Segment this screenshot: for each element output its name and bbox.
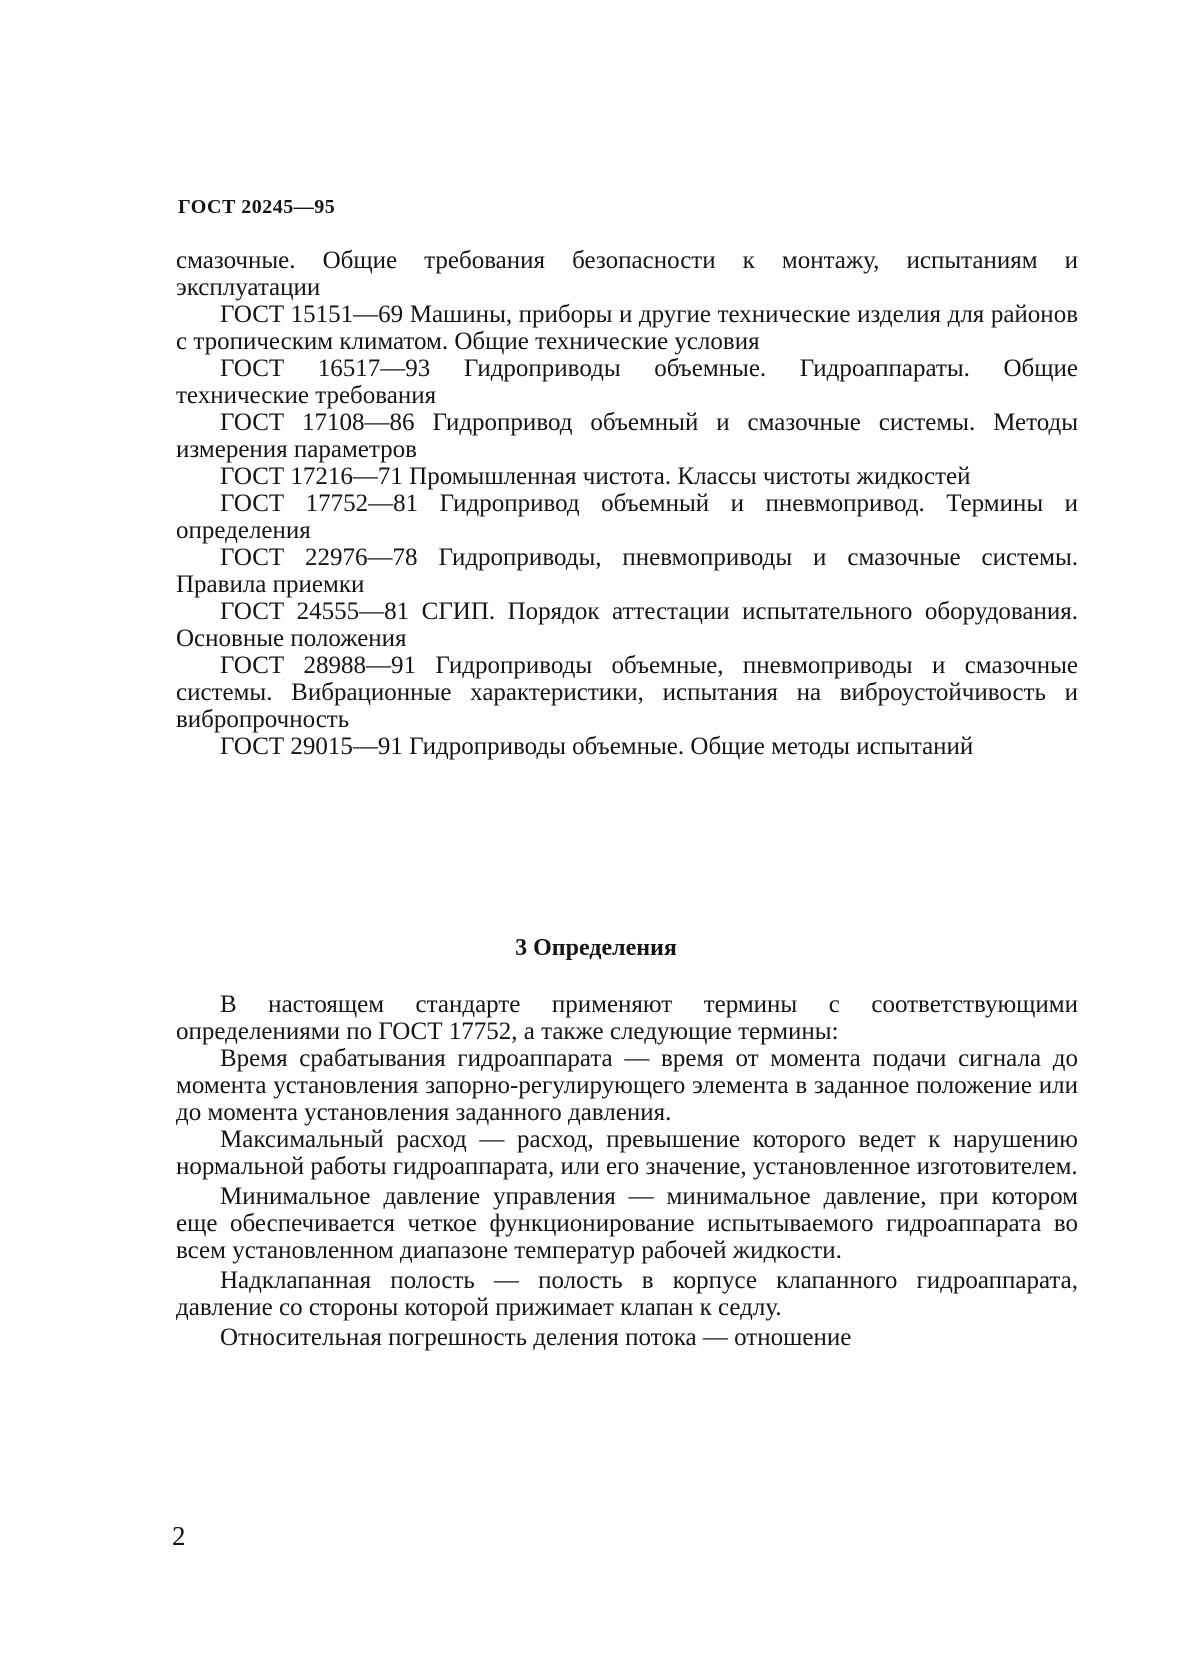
definition-item: Надклапанная полость — полость в корпусе клапанного гидроаппарата, давление со стороны которой прижимает клапан к седлу. (176, 1267, 1078, 1321)
reference-item: ГОСТ 28988—91 Гидроприводы объемные, пневмоприводы и смазочные системы. Вибрационные характеристики, испытания на виброустойчивость и вибропрочность (176, 652, 1078, 733)
section-title: 3 Определения (515, 935, 677, 961)
reference-item: ГОСТ 17108—86 Гидропривод объемный и смазочные системы. Методы измерения параметров (176, 409, 1078, 463)
reference-item: ГОСТ 29015—91 Гидроприводы объемные. Общие методы испытаний (220, 733, 974, 760)
definition-item: Максимальный расход — расход, превышение которого ведет к нарушению нормальной работы гидроаппарата, или его значение, установленное изготовителем. (176, 1126, 1078, 1180)
reference-item: ГОСТ 17752—81 Гидропривод объемный и пневмопривод. Термины и определения (176, 490, 1078, 544)
document-header: ГОСТ 20245—95 (178, 196, 336, 218)
definition-item: Время срабатывания гидроаппарата — время от момента подачи сигнала до момента установления запорно-регулирующего элемента в заданное положение или до момента установления заданного давления. (176, 1045, 1078, 1126)
definitions-section (176, 991, 1078, 1354)
normative-references (176, 247, 1078, 760)
definition-item: Относительная погрешность деления потока — отношение (220, 1324, 852, 1351)
page-number: 2 (172, 1521, 186, 1551)
reference-item: ГОСТ 17216—71 Промышленная чистота. Классы чистоты жидкостей (220, 463, 971, 490)
section-intro: В настоящем стандарте применяют термины с соответствующими определениями по ГОСТ 17752, а также следующие термины: (176, 991, 1078, 1045)
reference-continuation: смазочные. Общие требования безопасности к монтажу, испытаниям и эксплуатации (176, 247, 1078, 301)
reference-item: ГОСТ 16517—93 Гидроприводы объемные. Гидроаппараты. Общие технические требования (176, 355, 1078, 409)
reference-item: ГОСТ 22976—78 Гидроприводы, пневмоприводы и смазочные системы. Правила приемки (176, 544, 1078, 598)
reference-item: ГОСТ 24555—81 СГИП. Порядок аттестации испытательного оборудования. Основные положения (176, 598, 1078, 652)
reference-item: ГОСТ 15151—69 Машины, приборы и другие технические изделия для районов с тропическим климатом. Общие технические условия (176, 301, 1078, 355)
definition-item: Минимальное давление управления — минимальное давление, при котором еще обеспечивается четкое функционирование испытываемого гидроаппарата во всем установленном диапазоне температур рабочей жидкости. (176, 1183, 1078, 1264)
